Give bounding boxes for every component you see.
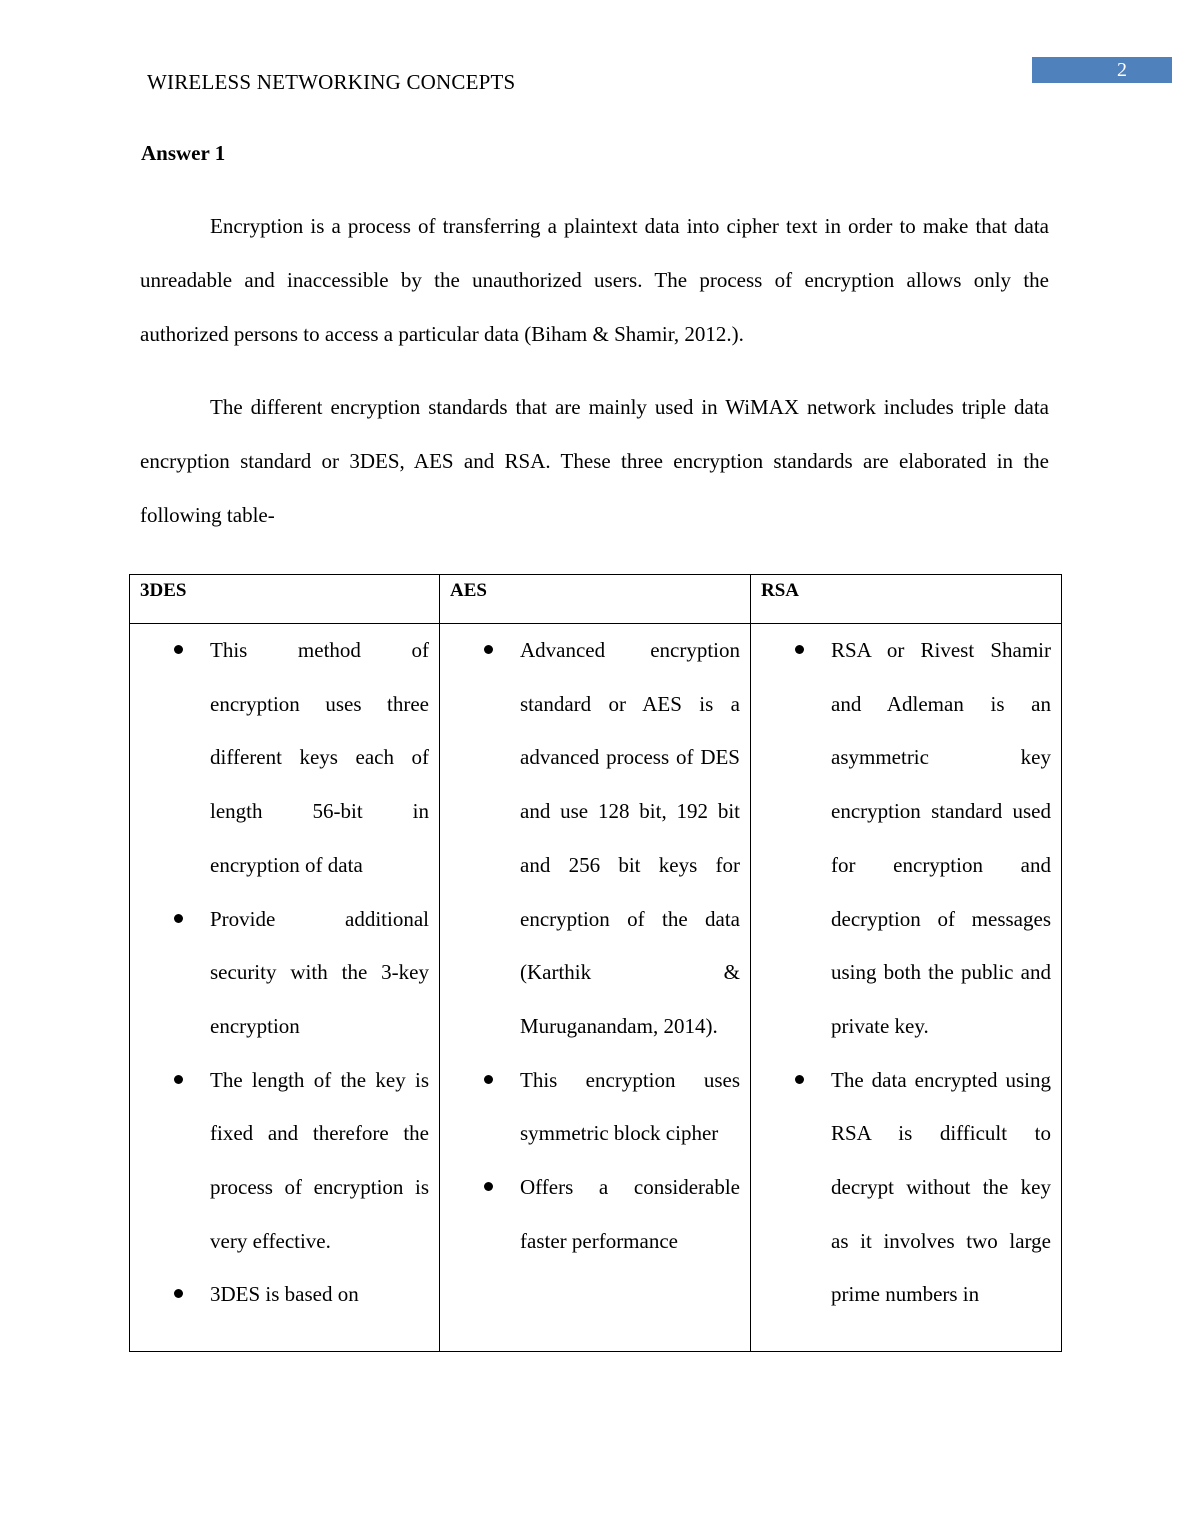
list-item xyxy=(130,624,439,893)
table-body-row xyxy=(130,624,1062,1352)
bullet-icon xyxy=(795,1075,804,1084)
list-item xyxy=(130,1268,439,1322)
cell-rsa xyxy=(751,624,1062,1352)
bullet-text: RSA or Rivest Shamir and Adleman is an asymmetric key encryption standard used for encryption and decryption of messages using both the public and private key. xyxy=(831,638,1051,1038)
list-item xyxy=(440,624,750,1054)
list-item xyxy=(130,893,439,1054)
bullet-icon xyxy=(174,1075,183,1084)
bullet-text: Advanced encryption standard or AES is a advanced process of DES and use 128 bit, 192 bit and 256 bit keys for encryption of the data (Karthik & Muruganandam, 2014). xyxy=(520,638,740,1038)
list-item xyxy=(440,1161,750,1268)
bullet-list-rsa xyxy=(751,624,1061,1322)
bullet-text: 3DES is based on xyxy=(210,1282,359,1307)
bullet-list-aes xyxy=(440,624,750,1268)
cell-aes xyxy=(440,624,751,1352)
running-head: WIRELESS NETWORKING CONCEPTS xyxy=(147,70,516,94)
bullet-text: This encryption uses symmetric block cipher xyxy=(520,1067,740,1146)
bullet-text: The data encrypted using RSA is difficult to decrypt without the key as it involves two large prime numbers in xyxy=(831,1067,1051,1307)
bullet-text: Provide additional security with the 3-key encryption xyxy=(210,906,429,1038)
bullet-icon xyxy=(484,1182,493,1191)
bullet-icon xyxy=(484,645,493,654)
paragraph-encryption-definition: Encryption is a process of transferring a plaintext data into cipher text in order to make that data unreadable and inaccessible by the unauthorized users. The process of encryption allows only the authorized persons to access a particular data (Biham & Shamir, 2012.). xyxy=(140,214,1049,346)
bullet-text: This method of encryption uses three different keys each of length 56-bit in encryption of data xyxy=(210,638,429,877)
bullet-icon xyxy=(174,914,183,923)
bullet-icon xyxy=(174,1289,183,1298)
list-item xyxy=(440,1054,750,1161)
list-item xyxy=(130,1054,439,1269)
bullet-icon xyxy=(795,645,804,654)
list-item xyxy=(751,624,1061,1054)
bullet-list-3des xyxy=(130,624,439,1322)
table-header-row xyxy=(130,575,1062,624)
bullet-text: The length of the key is fixed and therefore the process of encryption is very effective. xyxy=(210,1067,429,1253)
encryption-standards-table xyxy=(129,574,1062,1352)
column-header-3des: 3DES xyxy=(130,575,440,624)
bullet-icon xyxy=(174,645,183,654)
cell-3des xyxy=(130,624,440,1352)
section-title: Answer 1 xyxy=(141,141,226,165)
bullet-text: Offers a considerable faster performance xyxy=(520,1175,740,1253)
column-header-aes: AES xyxy=(440,575,751,624)
column-header-rsa: RSA xyxy=(751,575,1062,624)
list-item xyxy=(751,1054,1061,1323)
paragraph-encryption-standards: The different encryption standards that are mainly used in WiMAX network includes triple data encryption standard or 3DES, AES and RSA. These three encryption standards are elaborated in the following table- xyxy=(140,395,1049,527)
page-number-badge: 2 xyxy=(1032,57,1172,83)
bullet-icon xyxy=(484,1075,493,1084)
